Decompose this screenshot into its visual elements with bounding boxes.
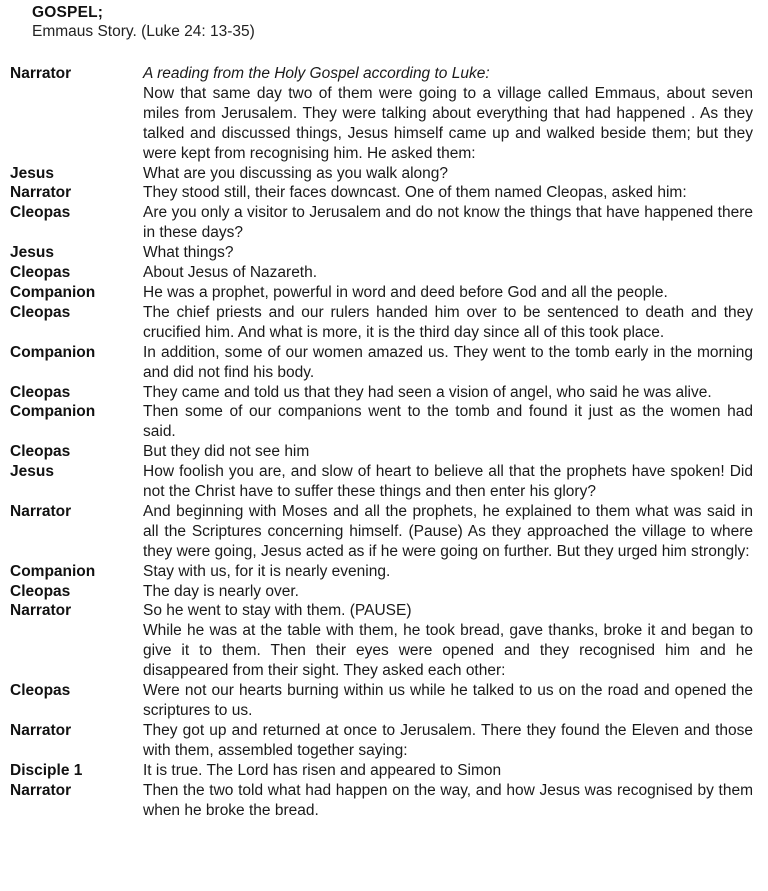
dialogue-text: Stay with us, for it is nearly evening. [143, 562, 391, 580]
dialogue-text: They stood still, their faces downcast. One of them named Cleopas, asked him: [143, 184, 687, 202]
speaker-name: Jesus [10, 164, 54, 182]
speaker-name: Narrator [10, 721, 72, 739]
dialogue-text: Now that same day two of them were going to a village called Emmaus, about seven miles from Jerusalem. They were talking about everything that had happened . As they talked and discussed things, Jesus himself came up and walked beside them; but they were kept from recognising him. He asked them: [143, 84, 753, 162]
speaker-name: Narrator [10, 781, 72, 799]
speaker-name: Companion [10, 283, 96, 301]
speaker-name: Cleopas [10, 383, 71, 401]
speaker-name: Jesus [10, 463, 54, 481]
speaker-name: Companion [10, 403, 96, 421]
script-row [10, 84, 755, 164]
speaker-name: Cleopas [10, 303, 71, 321]
script-row [10, 462, 755, 502]
speaker-name: Cleopas [10, 264, 71, 282]
script-row [10, 203, 755, 243]
speaker-name: Narrator [10, 65, 72, 82]
dialogue-text: They came and told us that they had seen a vision of angel, who said he was alive. [143, 383, 712, 401]
speaker-name: Narrator [10, 502, 72, 520]
speaker-name: Companion [10, 562, 96, 580]
dialogue-text: Then the two told what had happen on the way, and how Jesus was recognised by them when he broke the bread. [143, 781, 753, 819]
dialogue-text: A reading from the Holy Gospel according to Luke: [143, 65, 490, 82]
speaker-name: Narrator [10, 184, 72, 202]
script-row [10, 502, 755, 562]
dialogue-text: He was a prophet, powerful in word and deed before God and all the people. [143, 283, 668, 301]
script-row [10, 263, 755, 283]
script-row [10, 183, 755, 203]
script-row [10, 383, 755, 403]
dialogue-text: Then some of our companions went to the tomb and found it just as the women had said. [143, 403, 753, 441]
dialogue-text: And beginning with Moses and all the prophets, he explained to them what was said in all the Scriptures concerning himself. (Pause) As they approached the village to where they were going, Jesus acted as if he were going on further. But they urged him strongly: [143, 502, 753, 560]
section-heading: GOSPEL; [32, 4, 104, 21]
script-row [10, 721, 755, 761]
script-row [10, 562, 755, 582]
dialogue-text: But they did not see him [143, 443, 310, 461]
script-row [10, 681, 755, 721]
script-row [10, 243, 755, 263]
speaker-name: Narrator [10, 602, 72, 620]
script-row [10, 283, 755, 303]
speaker-name: Companion [10, 343, 96, 361]
script-row [10, 601, 755, 621]
dialogue-text: How foolish you are, and slow of heart to believe all that the prophets have spoken! Did not the Christ have to suffer these things and then enter his glory? [143, 463, 753, 501]
script-row [10, 761, 755, 781]
dialogue-text: It is true. The Lord has risen and appeared to Simon [143, 761, 502, 779]
dialogue-text: The chief priests and our rulers handed him over to be sentenced to death and they crucified him. And what is more, it is the third day since all of this took place. [143, 303, 753, 341]
dialogue-text: About Jesus of Nazareth. [143, 264, 318, 282]
script-row [10, 582, 755, 602]
script-row [10, 343, 755, 383]
speaker-name: Cleopas [10, 582, 71, 600]
dialogue-text: While he was at the table with them, he took bread, gave thanks, broke it and began to give it to them. Then their eyes were opened and they recognised him and he disappeared from their sight. They asked each other: [143, 622, 753, 680]
script-row [10, 402, 755, 442]
dialogue-text: So he went to stay with them. (PAUSE) [143, 602, 412, 620]
script-row [10, 303, 755, 343]
dialogue-text: In addition, some of our women amazed us. They went to the tomb early in the morning and did not find his body. [143, 343, 753, 381]
dialogue-text: Are you only a visitor to Jerusalem and do not know the things that have happened there in these days? [143, 204, 753, 242]
script-row [10, 621, 755, 681]
script-row [10, 164, 755, 184]
speaker-name: Cleopas [10, 204, 71, 222]
dialogue-text: What things? [143, 244, 234, 262]
dialogue-text: The day is nearly over. [143, 582, 299, 600]
dialogue-text: Were not our hearts burning within us while he talked to us on the road and opened the scriptures to us. [143, 682, 753, 719]
dialogue-text: What are you discussing as you walk along? [143, 164, 448, 182]
dialogue-text: They got up and returned at once to Jerusalem. There they found the Eleven and those with them, assembled together saying: [143, 721, 753, 759]
script-row [10, 781, 755, 821]
script-row [10, 442, 755, 462]
speaker-name: Disciple 1 [10, 761, 83, 779]
speaker-name: Cleopas [10, 682, 71, 700]
speaker-name: Jesus [10, 244, 54, 262]
script-row [10, 64, 755, 84]
reading-reference: Emmaus Story. (Luke 24: 13-35) [32, 23, 255, 40]
speaker-name: Cleopas [10, 443, 71, 461]
script-body [10, 64, 755, 820]
